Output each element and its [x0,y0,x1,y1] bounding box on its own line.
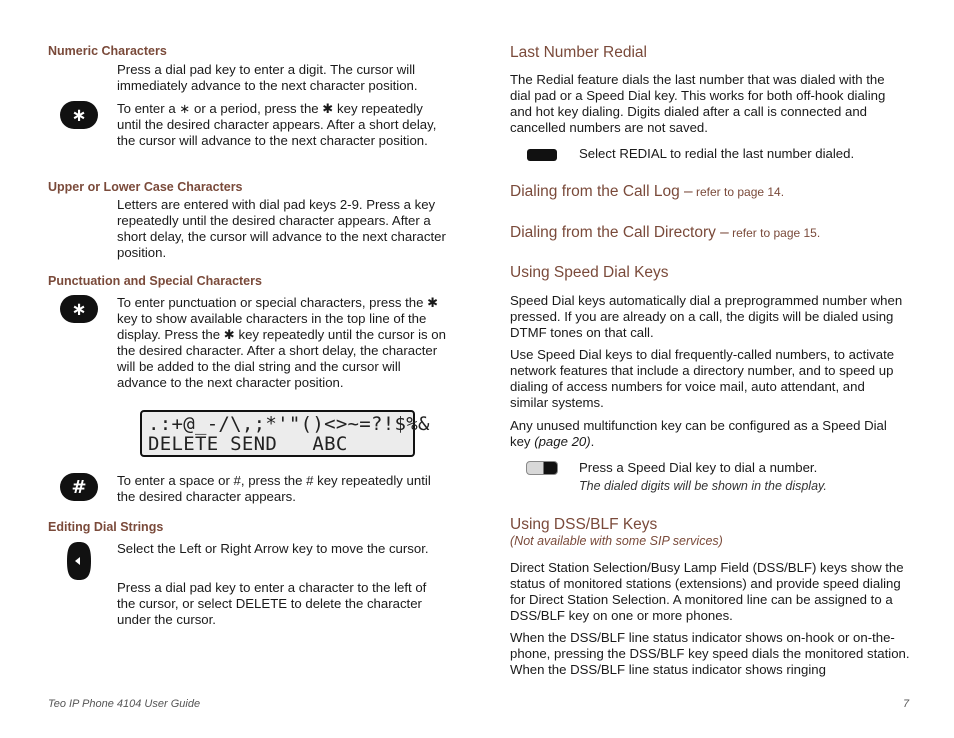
editing-paragraph-1: Select the Left or Right Arrow key to move the cursor. [117,541,429,556]
call-log-heading: Dialing from the Call Log – refer to page 14. [510,183,785,200]
lcd-display [140,410,430,457]
redial-step: Select REDIAL to redial the last number dialed. [579,146,855,161]
last-number-redial-heading: Last Number Redial [510,44,647,61]
dss-blf-subnote: (Not available with some SIP services) [510,534,723,548]
punctuation-paragraph: To enter punctuation or special characters, press the ✱ key to show available characters in the top line of the display. Press the ✱ key repeatedly until the cursor is on the desired character. After a short delay, the character will be added to the dial string and the cursor will advance to the next character position. [117,295,446,390]
speed-dial-key-icon [526,461,558,475]
speed-step-note: The dialed digits will be shown in the display. [579,479,827,493]
call-log-page-ref: refer to page 14. [692,185,785,199]
speed-paragraph-3: Any unused multifunction key can be configured as a Speed Dial key (page 20). [510,418,887,449]
redial-paragraph: The Redial feature dials the last number that was dialed with the dial pad or a Speed Dial key. This works for both off-hook dialing and hot key dialing. Digits dialed after a call is connected and cancelled numbers are not saved. [510,72,886,135]
speed-page-ref: (page 20) [534,434,591,449]
speed-step: Press a Speed Dial key to dial a number. [579,460,818,475]
speed-paragraph-1: Speed Dial keys automatically dial a preprogrammed number when pressed. If you are already on a call, the digits will be dialed using DTMF tones on that call. [510,293,903,340]
space-paragraph: To enter a space or #, press the # key repeatedly until the desired character appears. [117,473,431,504]
dss-paragraph-2: When the DSS/BLF line status indicator shows on-hook or on-the-phone, pressing the DSS/BLF key speed dials the monitored station. When the DSS/BLF line status indicator shows ringing [510,630,910,677]
speed-paragraph-2: Use Speed Dial keys to dial frequently-called numbers, to activate network features that include a directory number, and to speed up dialing of access numbers for voice mail, auto attendant, and similar systems. [510,347,895,410]
dss-blf-heading: Using DSS/BLF Keys [510,516,658,533]
star-key-icon: ∗ [60,101,98,129]
case-characters-heading: Upper or Lower Case Characters [48,180,243,194]
star-key-icon: ∗ [60,295,98,323]
arrow-key-icon [66,541,92,581]
footer-title: Teo IP Phone 4104 User Guide [48,698,201,710]
case-paragraph: Letters are entered with dial pad keys 2-9. Press a key repeatedly until the desired character appears. After a short delay, the cursor will advance to the next character position. [117,197,446,260]
dss-paragraph-1: Direct Station Selection/Busy Lamp Field (DSS/BLF) keys show the status of monitored stations (extensions) and provide speed dialing for Direct Station Selection. A monitored line can be assigned to a DSS/BLF key on one or more phones. [510,560,904,623]
page-number: 7 [903,698,910,710]
lcd-line-1: .:+@_-/\,;*'"()<>~=?!$%& [148,413,430,435]
lcd-line-2: DELETE SEND ABC [148,433,348,455]
speed-dial-heading: Using Speed Dial Keys [510,264,669,281]
call-directory-page-ref: refer to page 15. [728,226,821,240]
softkey-icon [527,149,557,161]
call-directory-heading: Dialing from the Call Directory – refer to page 15. [510,224,821,241]
numeric-paragraph-1: Press a dial pad key to enter a digit. The cursor will immediately advance to the next character position. [117,62,418,93]
editing-heading: Editing Dial Strings [48,520,164,534]
numeric-paragraph-2: To enter a ∗ or a period, press the ✱ key repeatedly until the desired character appears. After a short delay, the cursor will advance to the next character position. [117,101,437,148]
punctuation-heading: Punctuation and Special Characters [48,274,262,288]
editing-paragraph-2: Press a dial pad key to enter a character to the left of the cursor, or select DELETE to delete the character under the cursor. [117,580,427,627]
hash-key-icon: # [60,473,98,501]
numeric-characters-heading: Numeric Characters [48,44,167,58]
